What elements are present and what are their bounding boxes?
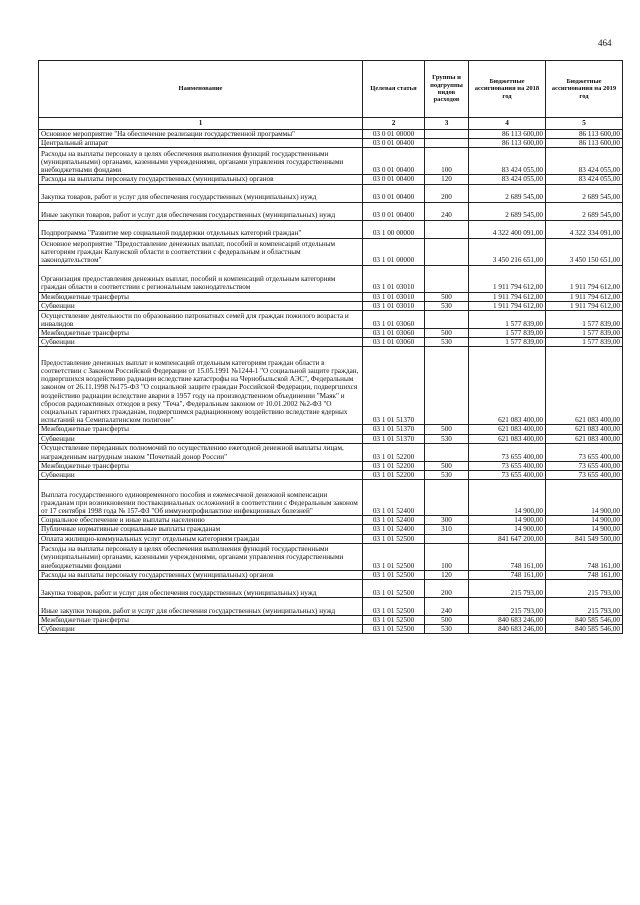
table-row <box>39 471 623 480</box>
row-amount-2018: 4 322 400 091,00 <box>469 220 546 238</box>
row-target-code: 03 1 01 52500 <box>363 598 425 616</box>
row-name: Выплата государственного единовременного пособия и ежемесячной денежной компенсации гражданам при возникновении поствакцинальных осложнений в соответствии с Федеральным законом от 17 сентября 1998 года № 157-ФЗ "Об иммунопрофилактике инфекционных болезней" <box>39 480 363 516</box>
row-target-code: 03 0 01 00400 <box>363 139 425 148</box>
row-amount-2019: 86 113 600,00 <box>546 130 623 139</box>
row-amount-2019: 1 911 794 612,00 <box>546 301 623 310</box>
table-row <box>39 301 623 310</box>
table-row <box>39 220 623 238</box>
row-expense-group: 100 <box>425 148 469 175</box>
row-name: Расходы на выплаты персоналу государственных (муниципальных) органов <box>39 570 363 579</box>
row-name: Осуществление переданных полномочий по осуществлению ежегодной денежной выплаты лицам, награжденным нагрудным знаком "Почетный донор России" <box>39 443 363 461</box>
row-expense-group: 240 <box>425 598 469 616</box>
row-target-code: 03 1 01 52200 <box>363 461 425 470</box>
row-expense-group: 500 <box>425 461 469 470</box>
table-row <box>39 139 623 148</box>
row-amount-2019: 748 161,00 <box>546 570 623 579</box>
row-amount-2018: 73 655 400,00 <box>469 471 546 480</box>
row-target-code: 03 1 01 51370 <box>363 347 425 425</box>
column-number-row <box>39 118 623 130</box>
row-name: Субвенции <box>39 338 363 347</box>
row-amount-2018: 215 793,00 <box>469 580 546 598</box>
row-name: Субвенции <box>39 434 363 443</box>
table-row <box>39 202 623 220</box>
row-target-code: 03 1 01 03060 <box>363 338 425 347</box>
table-row <box>39 443 623 461</box>
row-target-code: 03 1 01 52500 <box>363 534 425 543</box>
row-target-code: 03 1 01 52500 <box>363 570 425 579</box>
row-target-code: 03 1 01 03060 <box>363 329 425 338</box>
row-amount-2018: 840 683 246,00 <box>469 616 546 625</box>
row-expense-group <box>425 534 469 543</box>
row-target-code: 03 1 01 52200 <box>363 443 425 461</box>
row-name: Субвенции <box>39 625 363 634</box>
column-number: 4 <box>469 118 546 130</box>
row-expense-group: 500 <box>425 616 469 625</box>
table-row <box>39 329 623 338</box>
table-row <box>39 598 623 616</box>
table-row <box>39 311 623 329</box>
row-target-code: 03 1 01 03010 <box>363 265 425 292</box>
row-amount-2018: 215 793,00 <box>469 598 546 616</box>
table-row <box>39 238 623 265</box>
table-row <box>39 292 623 301</box>
row-amount-2019: 1 911 794 612,00 <box>546 292 623 301</box>
row-expense-group: 530 <box>425 338 469 347</box>
table-row <box>39 338 623 347</box>
row-amount-2019: 841 549 500,00 <box>546 534 623 543</box>
row-amount-2018: 14 900,00 <box>469 480 546 516</box>
row-name: Публичные нормативные социальные выплаты гражданам <box>39 525 363 534</box>
header-name: Наименование <box>39 61 363 118</box>
row-name: Межбюджетные трансферты <box>39 425 363 434</box>
table-row <box>39 616 623 625</box>
row-amount-2019: 83 424 055,00 <box>546 148 623 175</box>
row-target-code: 03 1 01 00000 <box>363 238 425 265</box>
row-amount-2019: 1 911 794 612,00 <box>546 265 623 292</box>
row-name: Межбюджетные трансферты <box>39 292 363 301</box>
header-amount-2019: Бюджетные ассигнования на 2019 год <box>546 61 623 118</box>
row-expense-group: 300 <box>425 516 469 525</box>
row-name: Иные закупки товаров, работ и услуг для обеспечения государственных (муниципальных) нужд <box>39 202 363 220</box>
header-code: Целевая статья <box>363 61 425 118</box>
row-name: Закупка товаров, работ и услуг для обеспечения государственных (муниципальных) нужд <box>39 580 363 598</box>
row-amount-2018: 86 113 600,00 <box>469 130 546 139</box>
row-name: Межбюджетные трансферты <box>39 616 363 625</box>
table-row <box>39 130 623 139</box>
header-amount-2018: Бюджетные ассигнования на 2018 год <box>469 61 546 118</box>
table-row <box>39 175 623 184</box>
table-row <box>39 625 623 634</box>
row-amount-2019: 14 900,00 <box>546 516 623 525</box>
row-amount-2019: 14 900,00 <box>546 525 623 534</box>
row-amount-2018: 14 900,00 <box>469 516 546 525</box>
row-expense-group <box>425 130 469 139</box>
row-name: Оплата жилищно-коммунальных услуг отдельным категориям граждан <box>39 534 363 543</box>
row-amount-2019: 840 585 546,00 <box>546 625 623 634</box>
row-amount-2018: 1 577 839,00 <box>469 329 546 338</box>
row-target-code: 03 0 01 00400 <box>363 202 425 220</box>
row-target-code: 03 1 01 52400 <box>363 480 425 516</box>
table-row <box>39 434 623 443</box>
row-amount-2019: 73 655 400,00 <box>546 461 623 470</box>
row-expense-group <box>425 265 469 292</box>
row-expense-group: 530 <box>425 434 469 443</box>
row-target-code: 03 1 01 52400 <box>363 525 425 534</box>
row-target-code: 03 1 01 03060 <box>363 311 425 329</box>
row-amount-2018: 73 655 400,00 <box>469 443 546 461</box>
row-amount-2019: 748 161,00 <box>546 543 623 570</box>
row-amount-2018: 840 683 246,00 <box>469 625 546 634</box>
row-expense-group <box>425 480 469 516</box>
row-name: Центральный аппарат <box>39 139 363 148</box>
row-amount-2019: 1 577 839,00 <box>546 329 623 338</box>
row-name: Предоставление денежных выплат и компенсаций отдельным категориям граждан области в соответствии с Законом Российской Федерации от 15.05.1991 №1244-1 "О социальной защите граждан, подвергшихся воздействию радиации вследствие катастрофы на Чернобыльской АЭС", Федеральным законом от 26.11.1998 №175-ФЗ "О социальной защите граждан Российской Федерации, подвергшихся воздействию радиации вследствие аварии в 1957 году на производственном объединении "Маяк" и сбросов радиоактивных отходов в реку "Теча", Федеральным законом от 10.01.2002 №2-ФЗ "О социальных гарантиях гражданам, подвергшимся радиационному воздействию вследствие ядерных испытаний на Семипалатинском полигоне" <box>39 347 363 425</box>
table-row <box>39 265 623 292</box>
row-expense-group: 310 <box>425 525 469 534</box>
row-amount-2019: 14 900,00 <box>546 480 623 516</box>
row-target-code: 03 0 01 00400 <box>363 184 425 202</box>
row-expense-group: 530 <box>425 625 469 634</box>
row-amount-2019: 215 793,00 <box>546 580 623 598</box>
column-number: 3 <box>425 118 469 130</box>
row-target-code: 03 0 01 00400 <box>363 148 425 175</box>
row-target-code: 03 1 01 51370 <box>363 425 425 434</box>
row-expense-group: 200 <box>425 184 469 202</box>
table-body <box>39 130 623 634</box>
row-name: Основное мероприятие "На обеспечение реализации государственной программы" <box>39 130 363 139</box>
row-name: Закупка товаров, работ и услуг для обеспечения государственных (муниципальных) нужд <box>39 184 363 202</box>
row-amount-2018: 1 577 839,00 <box>469 311 546 329</box>
row-name: Межбюджетные трансферты <box>39 329 363 338</box>
row-amount-2019: 215 793,00 <box>546 598 623 616</box>
row-amount-2019: 83 424 055,00 <box>546 175 623 184</box>
header-group: Группы и подгруппы видов расходов <box>425 61 469 118</box>
row-name: Субвенции <box>39 301 363 310</box>
table-row <box>39 461 623 470</box>
row-expense-group <box>425 238 469 265</box>
row-target-code: 03 1 01 51370 <box>363 434 425 443</box>
row-amount-2019: 621 083 400,00 <box>546 425 623 434</box>
row-name: Подпрограмма "Развитие мер социальной поддержки отдельных категорий граждан" <box>39 220 363 238</box>
row-target-code: 03 1 01 03010 <box>363 301 425 310</box>
row-expense-group: 500 <box>425 292 469 301</box>
row-name: Основное мероприятие "Предоставление денежных выплат, пособий и компенсаций отдельным категориям граждан Калужской области в соответствии с федеральным и областным законодательством" <box>39 238 363 265</box>
row-target-code: 03 0 01 00000 <box>363 130 425 139</box>
row-amount-2018: 2 689 545,00 <box>469 202 546 220</box>
table-row <box>39 580 623 598</box>
column-number: 5 <box>546 118 623 130</box>
row-target-code: 03 1 01 52500 <box>363 625 425 634</box>
table-row <box>39 543 623 570</box>
row-expense-group: 500 <box>425 329 469 338</box>
row-name: Расходы на выплаты персоналу государственных (муниципальных) органов <box>39 175 363 184</box>
row-amount-2018: 3 450 216 651,00 <box>469 238 546 265</box>
table-row <box>39 516 623 525</box>
table-header-row <box>39 61 623 118</box>
row-amount-2019: 3 450 150 651,00 <box>546 238 623 265</box>
row-expense-group: 240 <box>425 202 469 220</box>
row-target-code: 03 0 01 00400 <box>363 175 425 184</box>
row-expense-group <box>425 347 469 425</box>
table-row <box>39 184 623 202</box>
row-amount-2019: 1 577 839,00 <box>546 311 623 329</box>
row-target-code: 03 1 00 00000 <box>363 220 425 238</box>
row-amount-2018: 2 689 545,00 <box>469 184 546 202</box>
row-amount-2018: 1 911 794 612,00 <box>469 292 546 301</box>
row-expense-group <box>425 220 469 238</box>
row-expense-group: 530 <box>425 301 469 310</box>
row-target-code: 03 1 01 52200 <box>363 471 425 480</box>
row-expense-group: 200 <box>425 580 469 598</box>
row-amount-2018: 1 911 794 612,00 <box>469 265 546 292</box>
row-amount-2018: 86 113 600,00 <box>469 139 546 148</box>
row-amount-2018: 748 161,00 <box>469 570 546 579</box>
row-amount-2018: 841 647 200,00 <box>469 534 546 543</box>
row-expense-group: 500 <box>425 425 469 434</box>
row-amount-2018: 748 161,00 <box>469 543 546 570</box>
row-amount-2018: 14 900,00 <box>469 525 546 534</box>
row-amount-2018: 1 577 839,00 <box>469 338 546 347</box>
row-amount-2018: 621 083 400,00 <box>469 434 546 443</box>
row-target-code: 03 1 01 52400 <box>363 516 425 525</box>
table-row <box>39 425 623 434</box>
row-expense-group: 120 <box>425 175 469 184</box>
row-name: Субвенции <box>39 471 363 480</box>
page-number: 464 <box>598 38 612 48</box>
row-expense-group <box>425 139 469 148</box>
row-amount-2018: 73 655 400,00 <box>469 461 546 470</box>
row-amount-2018: 1 911 794 612,00 <box>469 301 546 310</box>
row-name: Межбюджетные трансферты <box>39 461 363 470</box>
row-amount-2018: 621 083 400,00 <box>469 347 546 425</box>
row-name: Расходы на выплаты персоналу в целях обеспечения выполнения функций государственными (муниципальными) органами, казенными учреждениями, органами управления государственными внебюджетными фондами <box>39 148 363 175</box>
row-amount-2019: 621 083 400,00 <box>546 434 623 443</box>
row-name: Осуществление деятельности по образованию патронатных семей для граждан пожилого возраста и инвалидов <box>39 311 363 329</box>
table-row <box>39 525 623 534</box>
row-amount-2019: 2 689 545,00 <box>546 202 623 220</box>
row-target-code: 03 1 01 52500 <box>363 580 425 598</box>
row-amount-2019: 1 577 839,00 <box>546 338 623 347</box>
row-amount-2019: 2 689 545,00 <box>546 184 623 202</box>
row-expense-group <box>425 311 469 329</box>
row-amount-2018: 83 424 055,00 <box>469 148 546 175</box>
row-name: Расходы на выплаты персоналу в целях обеспечения выполнения функций государственными (муниципальными) органами, казенными учреждениями, органами управления государственными внебюджетными фондами <box>39 543 363 570</box>
row-expense-group: 100 <box>425 543 469 570</box>
row-name: Иные закупки товаров, работ и услуг для обеспечения государственных (муниципальных) нужд <box>39 598 363 616</box>
table-row <box>39 347 623 425</box>
row-amount-2019: 86 113 600,00 <box>546 139 623 148</box>
column-number: 2 <box>363 118 425 130</box>
row-expense-group: 120 <box>425 570 469 579</box>
row-target-code: 03 1 01 52500 <box>363 616 425 625</box>
row-expense-group: 530 <box>425 471 469 480</box>
row-expense-group <box>425 443 469 461</box>
row-amount-2018: 83 424 055,00 <box>469 175 546 184</box>
row-name: Организация предоставления денежных выплат, пособий и компенсаций отдельным категориям граждан области в соответствии с региональным законодательством <box>39 265 363 292</box>
column-number: 1 <box>39 118 363 130</box>
row-amount-2019: 73 655 400,00 <box>546 443 623 461</box>
table-row <box>39 148 623 175</box>
table-row <box>39 570 623 579</box>
row-target-code: 03 1 01 03010 <box>363 292 425 301</box>
table-row <box>39 480 623 516</box>
row-target-code: 03 1 01 52500 <box>363 543 425 570</box>
row-amount-2019: 621 083 400,00 <box>546 347 623 425</box>
table-row <box>39 534 623 543</box>
budget-table <box>38 60 623 634</box>
row-amount-2019: 73 655 400,00 <box>546 471 623 480</box>
row-amount-2018: 621 083 400,00 <box>469 425 546 434</box>
row-amount-2019: 4 322 334 091,00 <box>546 220 623 238</box>
row-name: Социальное обеспечение и иные выплаты населению <box>39 516 363 525</box>
row-amount-2019: 840 585 546,00 <box>546 616 623 625</box>
